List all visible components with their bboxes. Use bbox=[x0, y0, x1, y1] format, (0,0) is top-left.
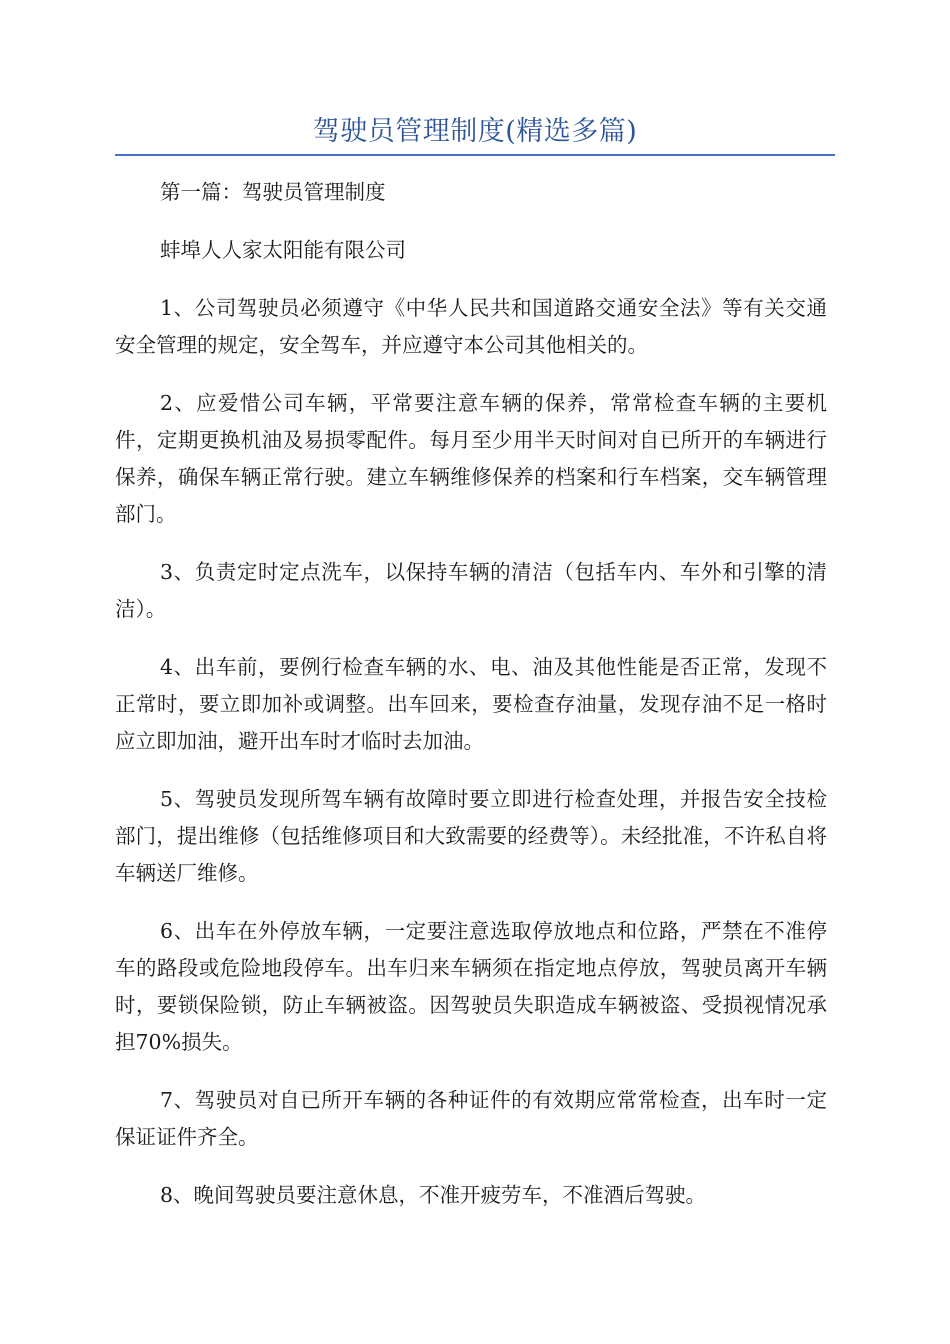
rule-paragraph-1: 1、公司驾驶员必须遵守《中华人民共和国道路交通安全法》等有关交通安全管理的规定，安全驾车，并应遵守本公司其他相关的。 bbox=[115, 296, 827, 357]
rule-paragraph-7: 7、驾驶员对自已所开车辆的各种证件的有效期应常常检查，出车时一定保证证件齐全。 bbox=[115, 1088, 827, 1149]
rule-paragraph-2: 2、应爱惜公司车辆，平常要注意车辆的保养，常常检查车辆的主要机件，定期更换机油及易损零配件。每月至少用半天时间对自已所开的车辆进行保养，确保车辆正常行驶。建立车辆维修保养的档案和行车档案，交车辆管理部门。 bbox=[115, 391, 827, 526]
rule-paragraph-5: 5、驾驶员发现所驾车辆有故障时要立即进行检查处理，并报告安全技检部门，提出维修（包括维修项目和大致需要的经费等）。未经批准，不许私自将车辆送厂维修。 bbox=[115, 787, 827, 885]
rule-paragraph-8: 8、晚间驾驶员要注意休息，不准开疲劳车，不准酒后驾驶。 bbox=[160, 1183, 707, 1207]
rule-paragraph-4: 4、出车前，要例行检查车辆的水、电、油及其他性能是否正常，发现不正常时，要立即加补或调整。出车回来，要检查存油量，发现存油不足一格时应立即加油，避开出车时才临时去加油。 bbox=[115, 655, 827, 753]
section-heading: 第一篇：驾驶员管理制度 bbox=[160, 180, 386, 204]
title-underline bbox=[115, 154, 835, 156]
document-body bbox=[115, 174, 827, 1235]
rule-paragraph-3: 3、负责定时定点洗车，以保持车辆的清洁（包括车内、车外和引擎的清洁）。 bbox=[115, 560, 827, 621]
rule-paragraph-6: 6、出车在外停放车辆，一定要注意选取停放地点和位路，严禁在不准停车的路段或危险地段停车。出车归来车辆须在指定地点停放，驾驶员离开车辆时，要锁保险锁，防止车辆被盗。因驾驶员失职造成车辆被盗、受损视情况承担70%损失。 bbox=[115, 919, 827, 1054]
document-title: 驾驶员管理制度(精选多篇) bbox=[312, 116, 638, 147]
company-name: 蚌埠人人家太阳能有限公司 bbox=[160, 238, 406, 262]
